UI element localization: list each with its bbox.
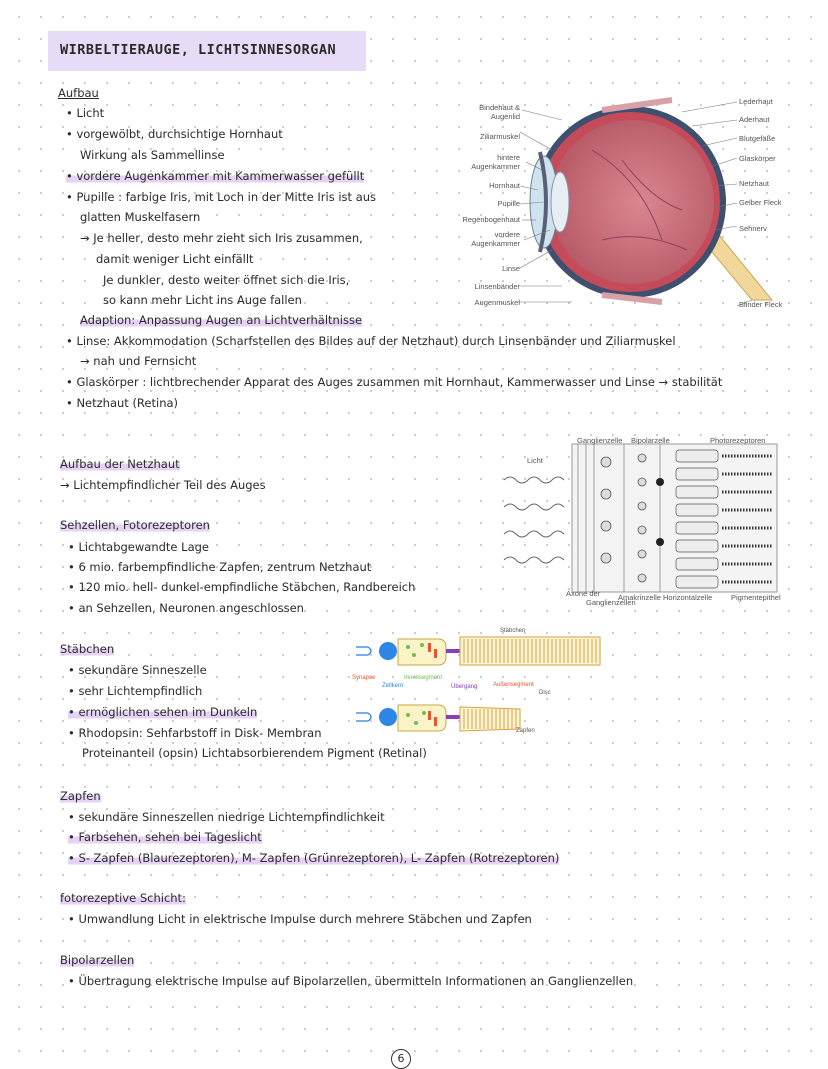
rod-label: Disc — [539, 690, 551, 696]
text-line: glatten Muskelfasern — [80, 210, 201, 224]
text-line: • Lichtabgewandte Lage — [68, 540, 209, 554]
retina-label: Bipolarzelle — [631, 436, 670, 445]
eye-label: Regenbogenhaut — [462, 215, 520, 224]
eye-label: Gelber Fleck — [739, 198, 782, 207]
eye-label: Netzhaut — [739, 179, 770, 188]
text-line: • 6 mio. farbempfindliche Zapfen, zentrum Netzhaut — [68, 560, 372, 574]
text-line: • Umwandlung Licht in elektrische Impulse durch mehrere Stäbchen und Zapfen — [68, 912, 532, 926]
eye-label: Linsenbänder — [474, 282, 520, 291]
retina-label: Amakrinzelle — [618, 593, 661, 602]
section-heading-sehzellen: Sehzellen, Fotorezeptoren — [60, 518, 210, 532]
eye-label: hintere — [497, 153, 520, 162]
eye-diagram — [452, 90, 792, 315]
section-heading-aufbau: Aufbau — [58, 86, 99, 100]
page-title: WIRBELTIERAUGE, LICHTSINNESORGAN — [60, 42, 337, 58]
section-heading-zapfen: Zapfen — [60, 789, 101, 803]
page-number: 6 — [391, 1049, 411, 1069]
text-line: • sekundäre Sinneszelle — [68, 663, 207, 677]
section-heading-staebchen: Stäbchen — [60, 642, 115, 656]
retina-label: Horizontalzelle — [663, 593, 713, 602]
text-line: • vordere Augenkammer mit Kammerwasser gefüllt — [66, 169, 365, 183]
retina-diagram — [500, 432, 790, 612]
text-line: Adaption: Anpassung Augen an Lichtverhältnisse — [80, 313, 363, 327]
eye-label: Sehnerv — [739, 224, 767, 233]
eye-label: Augenlid — [490, 112, 520, 121]
text-line: • ermöglichen sehen im Dunkeln — [68, 705, 258, 719]
text-line: • sehr Lichtempfindlich — [68, 684, 203, 698]
eye-label: Augenmuskel — [474, 298, 520, 307]
rod-label: Innensegment — [404, 675, 443, 681]
text-line: • 120 mio. hell- dunkel-empfindliche Stäbchen, Randbereich — [68, 580, 416, 594]
text-line: damit weniger Licht einfällt — [96, 252, 254, 266]
section-heading-netzhaut: Aufbau der Netzhaut — [60, 457, 180, 471]
eye-label: vordere — [494, 230, 520, 239]
text-line: → nah und Fernsicht — [80, 354, 197, 368]
text-line: • Linse: Akkommodation (Scharfstellen des Bildes auf der Netzhaut) durch Linsenbänder und Ziliarmuskel — [66, 334, 676, 348]
text-line: • Pupille : farbige Iris, mit Loch in der Mitte Iris ist aus — [66, 190, 377, 204]
text-line: • an Sehzellen, Neuronen angeschlossen — [68, 601, 304, 615]
text-line: Wirkung als Sammellinse — [80, 148, 225, 162]
eye-label: Bindehaut & — [479, 103, 520, 112]
text-line: • Netzhaut (Retina) — [66, 396, 179, 410]
text-line: • S- Zapfen (Blaurezeptoren), M- Zapfen (Grünrezeptoren), L- Zapfen (Rotrezeptoren) — [68, 851, 560, 865]
rod-label: Übergang — [451, 684, 478, 690]
rod-label: Zellkern — [382, 683, 404, 689]
title-box — [48, 31, 366, 71]
text-line: • Farbsehen, sehen bei Tageslicht — [68, 830, 262, 844]
eye-label: Augenkammer — [471, 162, 520, 171]
retina-label: Pigmentepithel — [731, 593, 781, 602]
rod-cone-diagram — [350, 625, 610, 745]
section-heading-bipolarzellen: Bipolarzellen — [60, 953, 135, 967]
eye-label: Lederhaut — [739, 97, 773, 106]
rod-label: Zapfen — [516, 728, 535, 734]
text-line: → Je heller, desto mehr zieht sich Iris zusammen, — [80, 231, 363, 245]
eye-label: Hornhaut — [489, 181, 520, 190]
rod-label: Synapse — [352, 675, 376, 681]
eye-label: Ziliarmuskel — [479, 132, 520, 141]
text-line: • Rhodopsin: Sehfarbstoff in Disk- Membran — [68, 726, 322, 740]
text-line: • sekundäre Sinneszellen niedrige Lichtempfindlichkeit — [68, 810, 385, 824]
section-heading-fotorezeptive: fotorezeptive Schicht: — [60, 891, 186, 905]
rod-label: Stäbchen — [500, 628, 526, 634]
retina-illustration — [500, 432, 790, 612]
eye-label: Glaskörper — [739, 154, 776, 163]
text-line: Proteinanteil (opsin) Lichtabsorbierendem Pigment (Retinal) — [82, 746, 427, 760]
text-line: Je dunkler, desto weiter öffnet sich die Iris, — [103, 273, 350, 287]
retina-label: Axone der — [566, 589, 601, 598]
retina-label: Licht — [527, 456, 543, 465]
rod-label: Außensegment — [493, 682, 534, 688]
eye-label: Augenkammer — [471, 239, 520, 248]
text-line: → Lichtempfindlicher Teil des Auges — [60, 478, 266, 492]
text-line: • Übertragung elektrische Impulse auf Bipolarzellen, übermitteln Informationen an Ganglienzellen — [68, 974, 634, 988]
eye-label: Linse — [502, 264, 520, 273]
eye-label: Pupille — [497, 199, 520, 208]
retina-label: Ganglienzelle — [577, 436, 623, 445]
text-line: • vorgewölbt, durchsichtige Hornhaut — [66, 127, 283, 141]
retina-label: Photorezeptoren — [710, 436, 766, 445]
text-line: so kann mehr Licht ins Auge fallen — [103, 293, 302, 307]
text-line: • Glaskörper : lichtbrechender Apparat des Auges zusammen mit Hornhaut, Kammerwasser und Linse → stabilität — [66, 375, 723, 389]
eye-label: Aderhaut — [739, 115, 770, 124]
eye-label: Blinder Fleck — [739, 300, 783, 309]
eye-label: Blutgefäße — [739, 134, 776, 143]
retina-label: Ganglienzellen — [586, 598, 636, 607]
text-line: • Licht — [66, 106, 105, 120]
